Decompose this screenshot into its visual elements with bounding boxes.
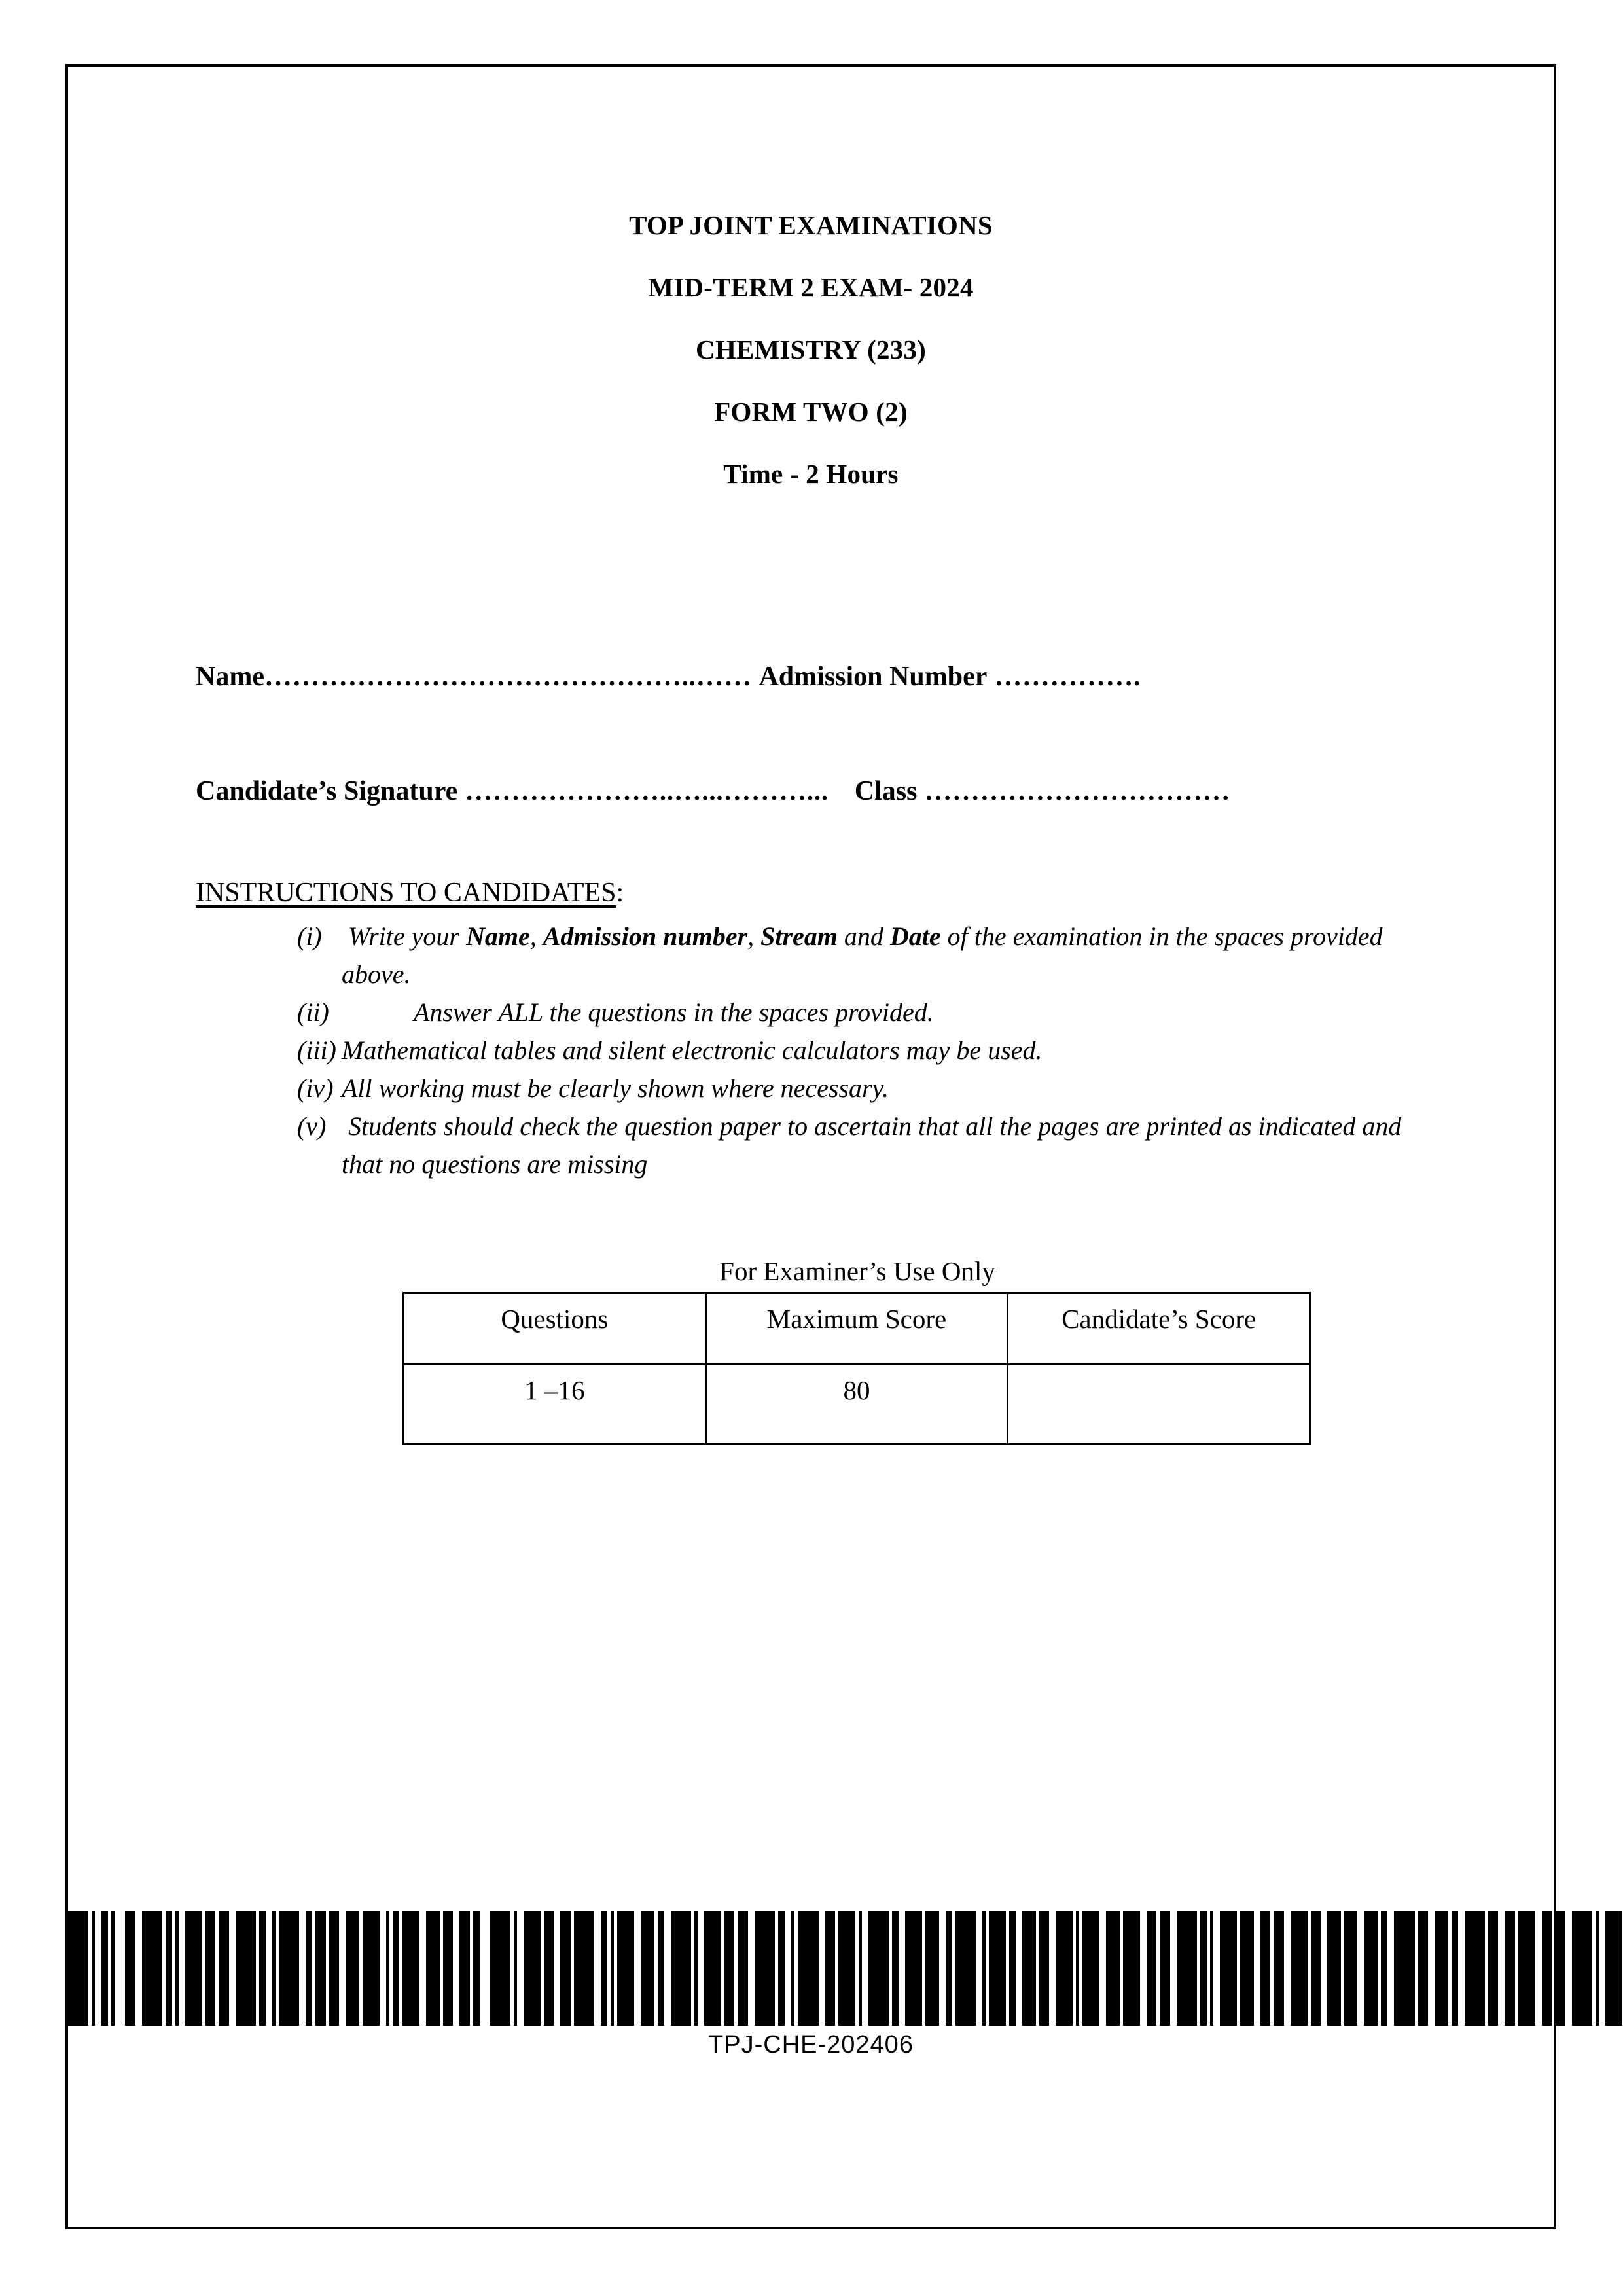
barcode-label: TPJ-CHE-202406 [708,2031,914,2058]
instructions-list [196,918,1505,1183]
admission-number-label: Admission Number [758,662,988,692]
column-header-candidate-score: Candidate’s Score [1008,1293,1310,1365]
instruction-item-i [196,918,1505,994]
instructions-heading-text: INSTRUCTIONS TO CANDIDATES [196,878,616,908]
table-row [404,1365,1310,1444]
candidate-signature-label: Candidate’s Signature [196,776,458,806]
cell-question-range: 1 –16 [404,1365,706,1444]
barcode-area [68,1903,1554,2060]
candidate-details [196,620,1498,849]
cell-maximum-score: 80 [705,1365,1008,1444]
instruction-text-i: Write your Name, Admission number, Stream and Date of the examination in the spaces provided above. [342,922,1383,989]
name-fill-field[interactable]: ………………………………………..…… [264,662,759,692]
instruction-text-iv: All working must be clearly shown where necessary. [342,1073,889,1103]
instruction-text-v: Students should check the question paper to ascertain that all the pages are printed as indicated and that no questions are missing [342,1111,1402,1179]
barcode-image [68,1911,1623,2026]
class-label: Class [854,776,918,806]
cell-candidate-score-blank[interactable] [1008,1365,1310,1444]
instruction-text-iii: Mathematical tables and silent electronic calculators may be used. [342,1035,1043,1065]
instruction-item-ii [196,994,1505,1031]
instructions-heading-colon: : [616,878,624,908]
heading-line-subject: CHEMISTRY (233) [696,334,926,365]
instruction-marker-ii: (ii) [297,997,329,1027]
heading-line-form: FORM TWO (2) [714,397,908,427]
name-label: Name [196,662,264,692]
instructions-section [196,873,1505,1183]
table-header-row [404,1293,1310,1365]
exam-heading [68,194,1554,505]
column-header-maximum-score: Maximum Score [705,1293,1008,1365]
heading-line-duration: Time - 2 Hours [723,459,899,489]
instructions-heading [196,873,1505,912]
admission-number-fill-field[interactable]: ……………. [987,662,1141,692]
name-and-admission-line [196,620,1498,734]
column-header-questions: Questions [404,1293,706,1365]
heading-line-exam-session: MID-TERM 2 EXAM- 2024 [648,272,974,302]
page-border-frame [65,64,1556,2229]
instruction-item-iv [196,1069,1505,1107]
heading-line-examination-body: TOP JOINT EXAMINATIONS [629,210,993,240]
instruction-marker-v: (v) [297,1111,327,1141]
candidate-signature-fill-field[interactable]: …………………..…...………... [457,776,829,806]
examiner-table-caption: For Examiner’s Use Only [719,1256,995,1286]
instruction-marker-iii: (iii) [297,1035,336,1065]
instruction-marker-i: (i) [297,922,322,951]
examiner-use-section [402,1251,1312,1445]
signature-and-class-line [196,734,1498,849]
instruction-text-ii: Answer ALL the questions in the spaces provided. [414,997,934,1027]
instruction-item-v [196,1107,1505,1183]
class-fill-field[interactable]: …………………………… [917,776,1230,806]
examiner-score-table [402,1292,1311,1445]
instruction-item-iii [196,1031,1505,1069]
instruction-marker-iv: (iv) [297,1073,334,1103]
